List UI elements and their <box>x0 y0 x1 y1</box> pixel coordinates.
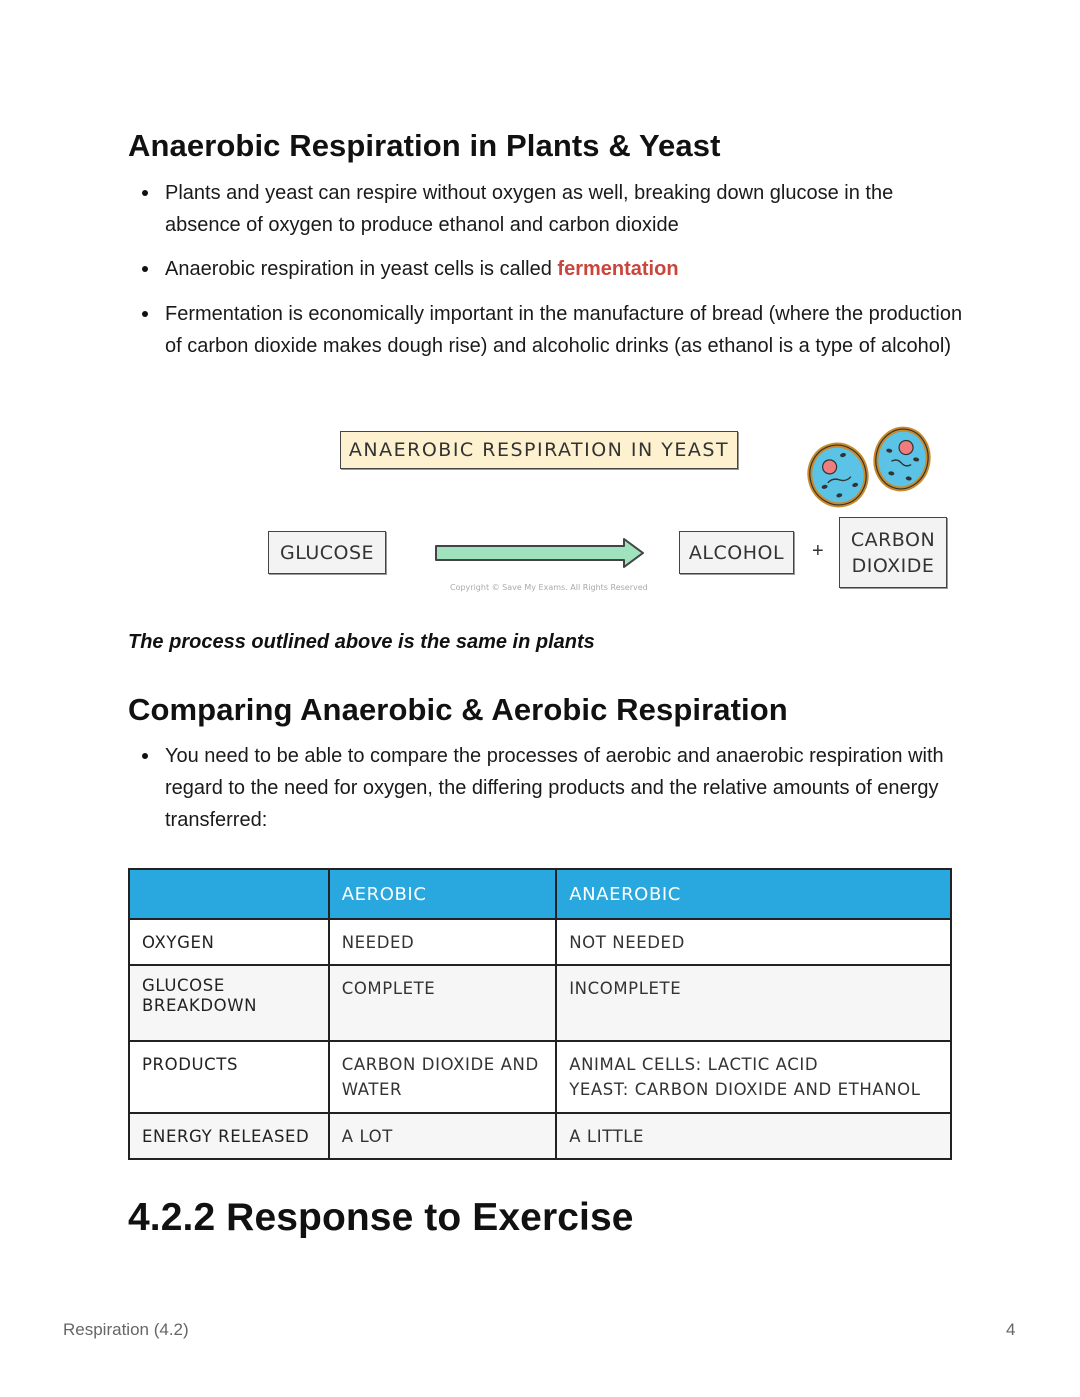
table-cell <box>556 1041 951 1113</box>
carbon-dioxide-line2: DIOXIDE <box>851 554 935 577</box>
bullet-item <box>128 177 968 241</box>
bullet-text: You need to be able to compare the processes of aerobic and anaerobic respiration with regard to the need for oxygen, the differing products and the relative amounts of energy transferred: <box>165 745 944 831</box>
cell-line2: YEAST: CARBON DIOXIDE AND ETHANOL <box>569 1080 921 1099</box>
reaction-arrow <box>434 538 646 568</box>
copyright-text: Copyright © Save My Exams. All Rights Reserved <box>450 583 648 592</box>
diagram-title: ANAEROBIC RESPIRATION IN YEAST <box>340 431 738 469</box>
table-cell: NEEDED <box>329 919 556 965</box>
header-cell-anaerobic: ANAEROBIC <box>556 869 951 919</box>
cell-line1: ANIMAL CELLS: LACTIC ACID <box>569 1055 819 1074</box>
cell-line2: WATER <box>341 1080 403 1099</box>
carbon-dioxide-box <box>839 517 947 588</box>
table-header-row <box>129 869 951 919</box>
bullet-list-anaerobic <box>128 177 968 362</box>
table-cell: COMPLETE <box>329 965 556 1041</box>
table-row <box>129 1041 951 1113</box>
row-label <box>129 965 329 1041</box>
table-row <box>129 965 951 1041</box>
table-cell: NOT NEEDED <box>556 919 951 965</box>
row-label: OXYGEN <box>129 919 329 965</box>
table-cell <box>329 1041 556 1113</box>
yeast-cell-right <box>871 425 933 493</box>
fermentation-highlight: fermentation <box>557 258 679 280</box>
table-cell: A LOT <box>329 1113 556 1159</box>
table-cell: INCOMPLETE <box>556 965 951 1041</box>
carbon-dioxide-line1: CARBON <box>850 528 936 551</box>
footer-chapter: Respiration (4.2) <box>63 1320 189 1339</box>
glucose-box: GLUCOSE <box>268 531 386 574</box>
bullet-item <box>128 298 968 362</box>
row-label: ENERGY RELEASED <box>129 1113 329 1159</box>
bullet-text: Anaerobic respiration in yeast cells is called <box>165 258 558 280</box>
yeast-cell-left <box>804 439 873 509</box>
section-title-response-exercise: 4.2.2 Response to Exercise <box>128 1196 634 1239</box>
bullet-item <box>128 253 968 285</box>
page-number: 4 <box>1006 1320 1016 1339</box>
section-title-comparing: Comparing Anaerobic & Aerobic Respiration <box>128 692 788 727</box>
header-cell-blank <box>129 869 329 919</box>
table-row <box>129 919 951 965</box>
row-label: PRODUCTS <box>129 1041 329 1113</box>
bullet-text: Fermentation is economically important in the manufacture of bread (where the production of carbon dioxide makes dough rise) and alcoholic drinks (as ethanol is a type of alcohol) <box>165 303 963 357</box>
table-cell: A LITTLE <box>556 1113 951 1159</box>
comparison-table <box>128 868 952 1160</box>
bullet-list-comparing <box>128 740 968 836</box>
bullet-text: Plants and yeast can respire without oxygen as well, breaking down glucose in the absence of oxygen to produce ethanol and carbon dioxide <box>165 182 894 236</box>
bullet-item <box>128 740 968 836</box>
cell-line1: CARBON DIOXIDE AND <box>341 1055 539 1074</box>
table-row <box>129 1113 951 1159</box>
section-title-anaerobic-plants-yeast: Anaerobic Respiration in Plants & Yeast <box>128 128 721 163</box>
plus-sign: + <box>812 540 824 562</box>
diagram-caption: The process outlined above is the same in plants <box>128 631 595 653</box>
row-label-line2: BREAKDOWN <box>142 996 258 1015</box>
alcohol-box: ALCOHOL <box>679 531 794 574</box>
header-cell-aerobic: AEROBIC <box>329 869 556 919</box>
yeast-cells-illustration <box>804 425 936 509</box>
row-label-line1: GLUCOSE <box>142 976 225 995</box>
